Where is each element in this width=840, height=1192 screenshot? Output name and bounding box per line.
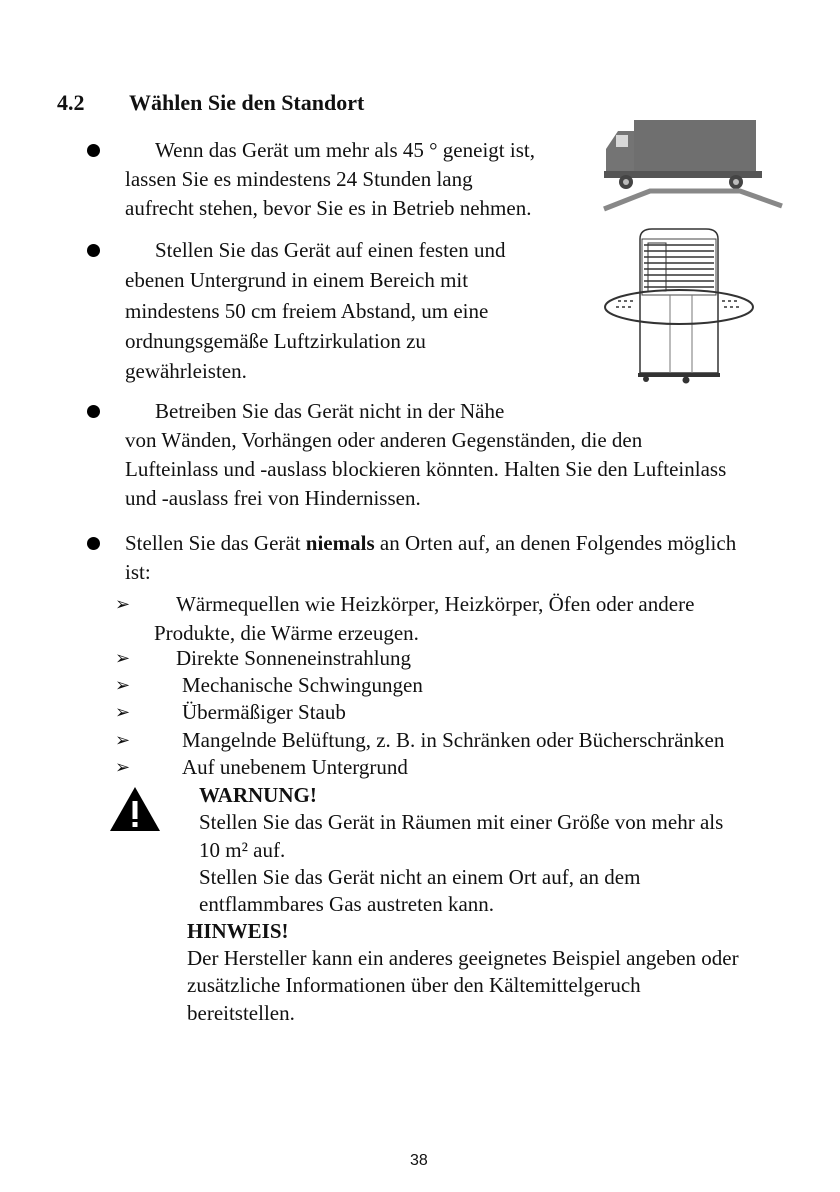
page-number: 38 <box>410 1152 428 1169</box>
note-line-3: bereitstellen. <box>187 1001 295 1025</box>
bullet-3-line-3: Lufteinlass und -auslass blockieren könnten. Halten Sie den Lufteinlass <box>125 457 727 481</box>
warning-title: WARNUNG! <box>199 783 317 807</box>
bullet-4-line-1: Stellen Sie das Gerät niemals an Orten auf, an denen Folgendes möglich <box>125 531 737 555</box>
subitem-6: Auf unebenem Untergrund <box>182 755 408 779</box>
bullet-dot <box>87 244 100 257</box>
bullet-1-line-2: lassen Sie es mindestens 24 Stunden lang <box>125 167 473 191</box>
bullet-4-line-2: ist: <box>125 560 151 584</box>
section-number: 4.2 <box>57 90 85 115</box>
bullet-3-line-4: und -auslass frei von Hindernissen. <box>125 486 421 510</box>
air-conditioner-clearance-icon <box>600 225 768 385</box>
arrow-bullet-icon: ➢ <box>115 648 131 668</box>
arrow-bullet-icon: ➢ <box>115 757 131 777</box>
note-line-1: Der Hersteller kann ein anderes geeignetes Beispiel angeben oder <box>187 946 739 970</box>
bullet-3-line-2: von Wänden, Vorhängen oder anderen Gegenständen, die den <box>125 428 643 452</box>
bullet-2-line-2: ebenen Untergrund in einem Bereich mit <box>125 268 469 292</box>
arrow-bullet-icon: ➢ <box>115 594 131 614</box>
subitem-4: Übermäßiger Staub <box>182 700 346 724</box>
subitem-5: Mangelnde Belüftung, z. B. in Schränken oder Bücherschränken <box>182 728 725 752</box>
bullet-1-line-1: Wenn das Gerät um mehr als 45 ° geneigt ist, <box>155 138 535 162</box>
bullet-2-line-5: gewährleisten. <box>125 359 247 383</box>
warning-line-3: Stellen Sie das Gerät nicht an einem Ort auf, an dem <box>199 865 641 889</box>
bullet-2-line-3: mindestens 50 cm freiem Abstand, um eine <box>125 299 489 323</box>
truck-on-slope-icon <box>590 113 786 213</box>
bullet-3-line-1: Betreiben Sie das Gerät nicht in der Nähe <box>155 399 505 423</box>
warning-line-1: Stellen Sie das Gerät in Räumen mit einer Größe von mehr als <box>199 810 724 834</box>
subitem-2: Direkte Sonneneinstrahlung <box>176 646 412 670</box>
bullet-1-line-3: aufrecht stehen, bevor Sie es in Betrieb nehmen. <box>125 196 532 220</box>
bullet-dot <box>87 405 100 418</box>
arrow-bullet-icon: ➢ <box>115 730 131 750</box>
subitem-1-line-2: Produkte, die Wärme erzeugen. <box>154 621 419 645</box>
arrow-bullet-icon: ➢ <box>115 702 131 722</box>
warning-line-2: 10 m² auf. <box>199 838 286 862</box>
emphasis: niemals <box>305 531 375 555</box>
section-title: Wählen Sie den Standort <box>129 90 365 115</box>
note-line-2: zusätzliche Informationen über den Kältemittelgeruch <box>187 973 641 997</box>
bullet-dot <box>87 537 100 550</box>
note-title: HINWEIS! <box>187 919 289 943</box>
bullet-dot <box>87 144 100 157</box>
subitem-3: Mechanische Schwingungen <box>182 673 423 697</box>
warning-triangle-icon <box>108 785 162 833</box>
subitem-1-line-1: Wärmequellen wie Heizkörper, Heizkörper, Öfen oder andere <box>176 592 695 616</box>
warning-line-4: entflammbares Gas austreten kann. <box>199 892 495 916</box>
bullet-2-line-4: ordnungsgemäße Luftzirkulation zu <box>125 329 426 353</box>
arrow-bullet-icon: ➢ <box>115 675 131 695</box>
bullet-2-line-1: Stellen Sie das Gerät auf einen festen und <box>155 238 506 262</box>
